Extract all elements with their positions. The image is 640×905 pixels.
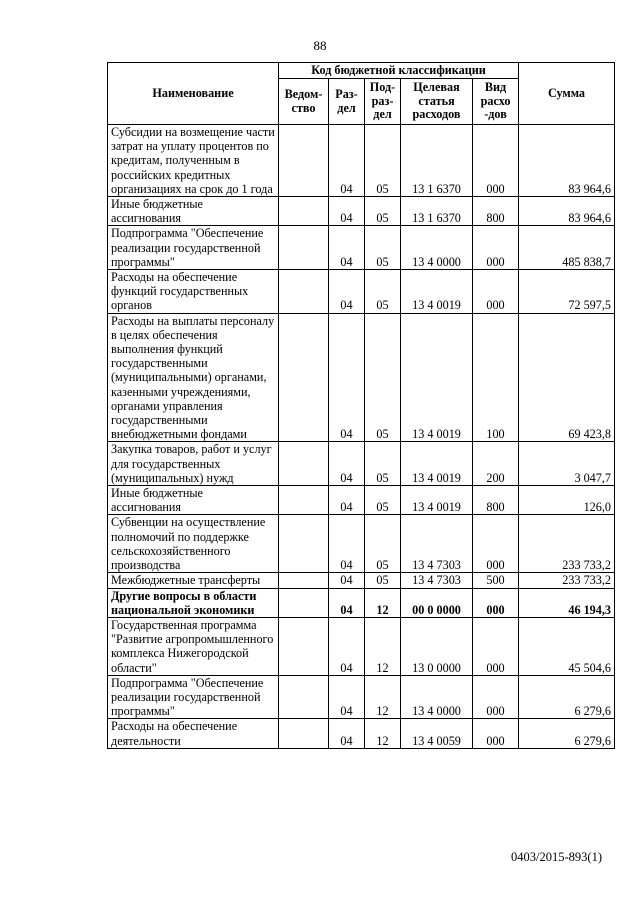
row-sum: 126,0 bbox=[519, 486, 615, 515]
row-vedom bbox=[279, 588, 329, 617]
table-row bbox=[108, 588, 615, 617]
row-name: Подпрограмма "Обеспечение реализации государственной программы" bbox=[108, 675, 279, 719]
row-podrazdel: 05 bbox=[365, 573, 401, 588]
row-razdel: 04 bbox=[329, 125, 365, 197]
table-row bbox=[108, 226, 615, 270]
row-target: 13 4 0019 bbox=[401, 313, 473, 442]
header-sum: Сумма bbox=[519, 63, 615, 125]
row-sum: 6 279,6 bbox=[519, 719, 615, 748]
budget-table bbox=[107, 62, 615, 749]
table-row bbox=[108, 617, 615, 675]
row-name: Закупка товаров, работ и услуг для государственных (муниципальных) нужд bbox=[108, 442, 279, 486]
row-razdel: 04 bbox=[329, 617, 365, 675]
row-sum: 3 047,7 bbox=[519, 442, 615, 486]
row-name: Расходы на обеспечение функций государственных органов bbox=[108, 270, 279, 314]
row-vedom bbox=[279, 719, 329, 748]
row-vid: 000 bbox=[473, 617, 519, 675]
table-row bbox=[108, 675, 615, 719]
row-name: Государственная программа "Развитие агропромышленного комплекса Нижегородской области" bbox=[108, 617, 279, 675]
row-razdel: 04 bbox=[329, 588, 365, 617]
row-vedom bbox=[279, 617, 329, 675]
row-vid: 000 bbox=[473, 675, 519, 719]
row-vedom bbox=[279, 442, 329, 486]
row-name: Субсидии на возмещение части затрат на уплату процентов по кредитам, полученным в российских кредитных организациях на срок до 1 года bbox=[108, 125, 279, 197]
row-razdel: 04 bbox=[329, 675, 365, 719]
table-row bbox=[108, 197, 615, 226]
row-podrazdel: 05 bbox=[365, 486, 401, 515]
row-vedom bbox=[279, 125, 329, 197]
row-sum: 83 964,6 bbox=[519, 125, 615, 197]
row-podrazdel: 05 bbox=[365, 197, 401, 226]
row-vid: 000 bbox=[473, 226, 519, 270]
row-vedom bbox=[279, 270, 329, 314]
row-sum: 485 838,7 bbox=[519, 226, 615, 270]
row-podrazdel: 05 bbox=[365, 270, 401, 314]
table-row bbox=[108, 270, 615, 314]
row-razdel: 04 bbox=[329, 313, 365, 442]
row-sum: 72 597,5 bbox=[519, 270, 615, 314]
row-vid: 000 bbox=[473, 270, 519, 314]
row-podrazdel: 12 bbox=[365, 719, 401, 748]
row-name: Расходы на обеспечение деятельности bbox=[108, 719, 279, 748]
row-name: Иные бюджетные ассигнования bbox=[108, 197, 279, 226]
table-row bbox=[108, 486, 615, 515]
row-vid: 100 bbox=[473, 313, 519, 442]
row-vid: 000 bbox=[473, 125, 519, 197]
row-vid: 500 bbox=[473, 573, 519, 588]
row-name: Субвенции на осуществление полномочий по поддержке сельскохозяйственного производства bbox=[108, 515, 279, 573]
row-name: Подпрограмма "Обеспечение реализации государственной программы" bbox=[108, 226, 279, 270]
row-name: Иные бюджетные ассигнования bbox=[108, 486, 279, 515]
row-razdel: 04 bbox=[329, 486, 365, 515]
row-target: 13 4 0000 bbox=[401, 226, 473, 270]
row-vedom bbox=[279, 515, 329, 573]
row-razdel: 04 bbox=[329, 226, 365, 270]
row-name: Межбюджетные трансферты bbox=[108, 573, 279, 588]
row-name: Расходы на выплаты персоналу в целях обеспечения выполнения функций государственными (муниципальными) органами, казенными учреждениями, органами управления государственными внебюджетными фондами bbox=[108, 313, 279, 442]
row-vedom bbox=[279, 313, 329, 442]
row-target: 13 4 0019 bbox=[401, 442, 473, 486]
table-row bbox=[108, 573, 615, 588]
row-podrazdel: 05 bbox=[365, 313, 401, 442]
row-vid: 000 bbox=[473, 515, 519, 573]
row-sum: 6 279,6 bbox=[519, 675, 615, 719]
header-razdel: Раз-дел bbox=[329, 79, 365, 125]
row-podrazdel: 12 bbox=[365, 588, 401, 617]
row-target: 13 4 0019 bbox=[401, 270, 473, 314]
row-sum: 69 423,8 bbox=[519, 313, 615, 442]
row-razdel: 04 bbox=[329, 573, 365, 588]
row-podrazdel: 12 bbox=[365, 617, 401, 675]
row-target: 13 4 0059 bbox=[401, 719, 473, 748]
row-podrazdel: 05 bbox=[365, 226, 401, 270]
header-podrazdel: Под-раз-дел bbox=[365, 79, 401, 125]
row-podrazdel: 05 bbox=[365, 125, 401, 197]
header-vedom: Ведом-ство bbox=[279, 79, 329, 125]
row-podrazdel: 12 bbox=[365, 675, 401, 719]
row-vedom bbox=[279, 573, 329, 588]
row-sum: 45 504,6 bbox=[519, 617, 615, 675]
table-row bbox=[108, 313, 615, 442]
row-razdel: 04 bbox=[329, 515, 365, 573]
row-vid: 800 bbox=[473, 197, 519, 226]
row-podrazdel: 05 bbox=[365, 442, 401, 486]
row-vedom bbox=[279, 197, 329, 226]
header-target: Целевая статья расходов bbox=[401, 79, 473, 125]
row-vedom bbox=[279, 226, 329, 270]
table-row bbox=[108, 125, 615, 197]
table-row bbox=[108, 442, 615, 486]
table-body bbox=[108, 125, 615, 749]
row-razdel: 04 bbox=[329, 719, 365, 748]
document-code: 0403/2015-893(1) bbox=[511, 850, 602, 864]
row-target: 13 4 7303 bbox=[401, 573, 473, 588]
table-row bbox=[108, 515, 615, 573]
header-code-group: Код бюджетной классификации bbox=[279, 63, 519, 79]
row-sum: 83 964,6 bbox=[519, 197, 615, 226]
row-sum: 46 194,3 bbox=[519, 588, 615, 617]
row-vid: 800 bbox=[473, 486, 519, 515]
row-target: 13 1 6370 bbox=[401, 197, 473, 226]
header-name: Наименование bbox=[108, 63, 279, 125]
row-sum: 233 733,2 bbox=[519, 573, 615, 588]
row-target: 13 0 0000 bbox=[401, 617, 473, 675]
row-vid: 000 bbox=[473, 719, 519, 748]
row-vedom bbox=[279, 675, 329, 719]
row-target: 13 4 7303 bbox=[401, 515, 473, 573]
row-target: 00 0 0000 bbox=[401, 588, 473, 617]
table-row bbox=[108, 719, 615, 748]
row-vid: 000 bbox=[473, 588, 519, 617]
row-sum: 233 733,2 bbox=[519, 515, 615, 573]
row-vid: 200 bbox=[473, 442, 519, 486]
row-target: 13 4 0019 bbox=[401, 486, 473, 515]
row-target: 13 4 0000 bbox=[401, 675, 473, 719]
row-vedom bbox=[279, 486, 329, 515]
header-vid: Вид расхо -дов bbox=[473, 79, 519, 125]
row-podrazdel: 05 bbox=[365, 515, 401, 573]
row-razdel: 04 bbox=[329, 270, 365, 314]
row-target: 13 1 6370 bbox=[401, 125, 473, 197]
page-number: 88 bbox=[313, 38, 327, 53]
row-razdel: 04 bbox=[329, 197, 365, 226]
row-name: Другие вопросы в области национальной экономики bbox=[108, 588, 279, 617]
row-razdel: 04 bbox=[329, 442, 365, 486]
